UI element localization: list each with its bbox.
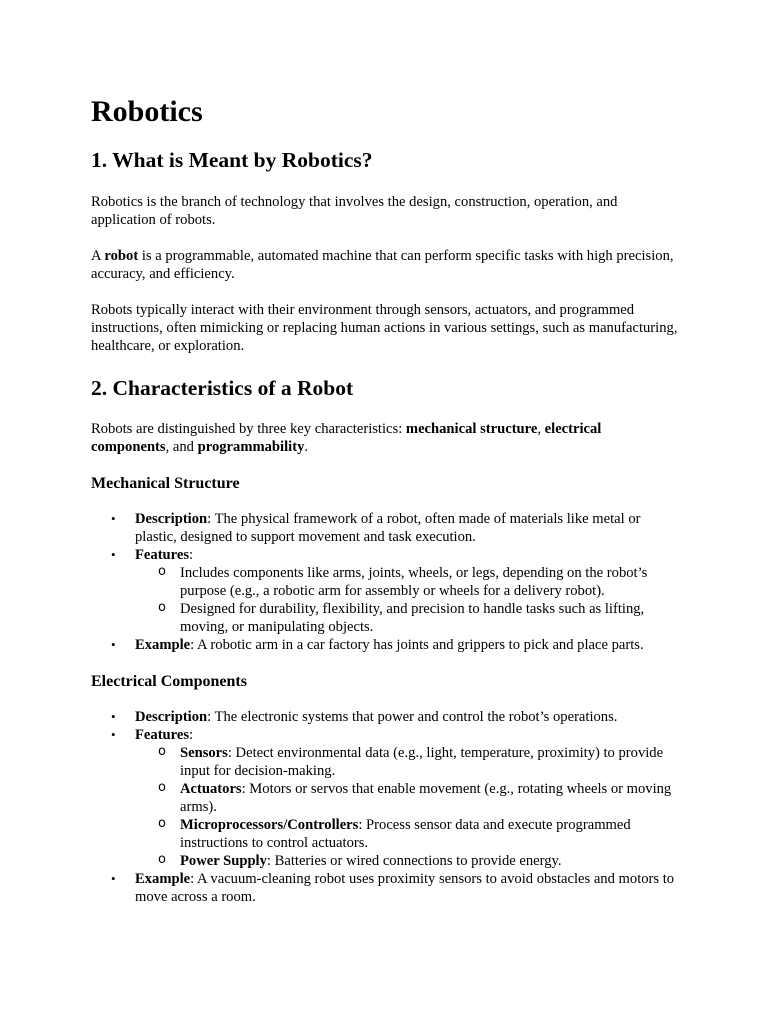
- p2-prefix: A: [91, 248, 105, 264]
- sub-list-item: [158, 816, 681, 852]
- bullet-icon: •: [111, 637, 116, 652]
- item-label: Example: [135, 871, 191, 887]
- mechanical-structure-list: [91, 510, 681, 654]
- p2-rest: is a programmable, automated machine that can perform specific tasks with high precision, accuracy, and efficiency.: [91, 248, 674, 282]
- electrical-components-heading: Electrical Components: [91, 673, 247, 690]
- sub-item-text: : Process sensor data and execute programmed instructions to control actuators.: [180, 817, 631, 851]
- sub-list-item: [158, 780, 681, 816]
- robot-term: robot: [104, 248, 139, 264]
- list-item: [111, 708, 681, 726]
- sub-bullet-icon: o: [158, 852, 166, 867]
- list-item: [111, 870, 681, 906]
- item-text: : The physical framework of a robot, often made of materials like metal or plastic, designed to support movement and task execution.: [135, 511, 641, 545]
- electrical-components-list: [91, 708, 681, 906]
- item-text: :: [189, 727, 194, 743]
- sub-item-label: Microprocessors/Controllers: [180, 817, 359, 833]
- item-label: Features: [135, 727, 190, 743]
- sub-list-item: [158, 600, 681, 636]
- list-item: [111, 726, 681, 870]
- item-text: : A vacuum-cleaning robot uses proximity sensors to avoid obstacles and motors to move across a room.: [135, 871, 675, 905]
- sub-list-item: [158, 852, 681, 870]
- sub-bullet-icon: o: [158, 564, 166, 579]
- item-text: : The electronic systems that power and control the robot’s operations.: [207, 709, 618, 725]
- sub-bullet-icon: o: [158, 600, 166, 615]
- section-2-heading: 2. Characteristics of a Robot: [91, 376, 354, 400]
- section-1-heading: 1. What is Meant by Robotics?: [91, 148, 373, 172]
- intro-term-programmability: programmability: [197, 439, 305, 455]
- item-text: : A robotic arm in a car factory has joints and grippers to pick and place parts.: [190, 637, 644, 653]
- sub-item-text: : Motors or servos that enable movement (e.g., rotating wheels or moving arms).: [180, 781, 672, 815]
- bullet-icon: •: [111, 511, 116, 526]
- mechanical-structure-heading: Mechanical Structure: [91, 475, 240, 492]
- bullet-icon: •: [111, 727, 116, 742]
- intro-sep-1: ,: [537, 421, 545, 437]
- intro-term-mechanical: mechanical structure: [405, 421, 538, 437]
- section-1-paragraph-1: Robotics is the branch of technology that involves the design, construction, operation, and application of robots.: [91, 194, 618, 228]
- intro-prefix: Robots are distinguished by three key characteristics:: [91, 421, 406, 437]
- section-1-paragraph-3: Robots typically interact with their environment through sensors, actuators, and programmed instructions, often mimicking or replacing human actions in various settings, such as manufacturing, healthcare, or exploration.: [91, 302, 678, 354]
- item-label: Description: [135, 511, 208, 527]
- list-item: [111, 546, 681, 636]
- sub-item-text: : Batteries or wired connections to provide energy.: [266, 853, 562, 869]
- document-content: [91, 94, 681, 924]
- sub-item-text: Designed for durability, flexibility, and precision to handle tasks such as lifting, moving, or manipulating objects.: [180, 601, 645, 635]
- intro-sep-2: , and: [165, 439, 198, 455]
- item-label: Features: [135, 547, 190, 563]
- sub-bullet-icon: o: [158, 744, 166, 759]
- bullet-icon: •: [111, 871, 116, 886]
- list-item: [111, 510, 681, 546]
- sub-item-label: Sensors: [180, 745, 228, 761]
- item-label: Description: [135, 709, 208, 725]
- electrical-features-sublist: [135, 744, 681, 870]
- sub-item-text: : Detect environmental data (e.g., light, temperature, proximity) to provide input for decision-making.: [180, 745, 664, 779]
- bullet-icon: •: [111, 547, 116, 562]
- sub-list-item: [158, 744, 681, 780]
- bullet-icon: •: [111, 709, 116, 724]
- intro-term-electrical: electrical components: [91, 421, 602, 455]
- sub-bullet-icon: o: [158, 780, 166, 795]
- sub-list-item: [158, 564, 681, 600]
- item-text: :: [189, 547, 194, 563]
- sub-item-label: Power Supply: [180, 853, 267, 869]
- document-title: Robotics: [91, 95, 203, 128]
- sub-bullet-icon: o: [158, 816, 166, 831]
- mechanical-features-sublist: [135, 564, 681, 636]
- sub-item-text: Includes components like arms, joints, wheels, or legs, depending on the robot’s purpose (e.g., a robotic arm for assembly or wheels for a delivery robot).: [180, 565, 648, 599]
- sub-item-label: Actuators: [180, 781, 242, 797]
- section-1-paragraph-2: [91, 247, 681, 283]
- list-item: [111, 636, 681, 654]
- section-2-intro: [91, 420, 681, 456]
- intro-end: .: [304, 439, 309, 455]
- item-label: Example: [135, 637, 191, 653]
